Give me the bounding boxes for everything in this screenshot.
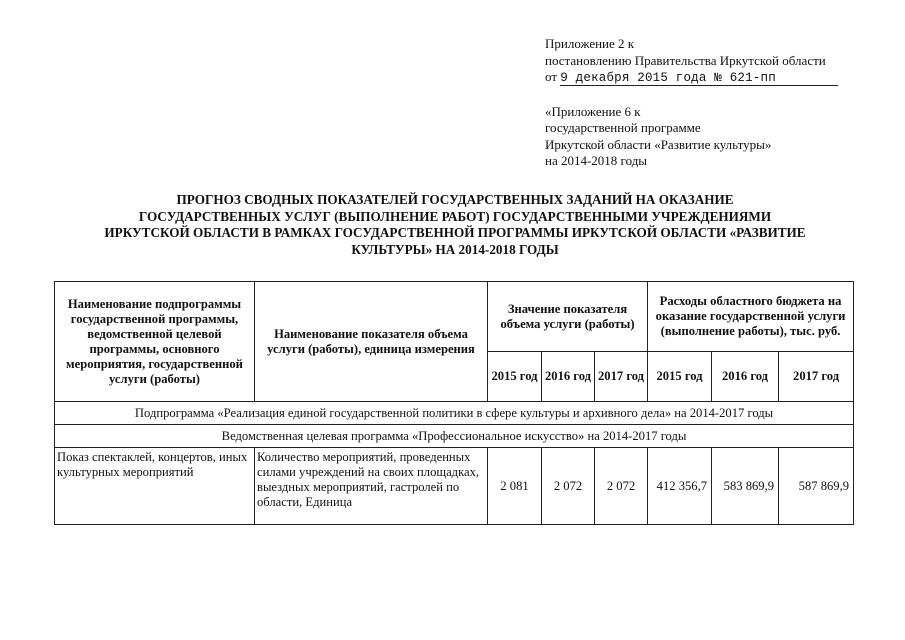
table-row <box>55 448 854 525</box>
header-values-group: Значение показателя объема услуги (работы) <box>488 282 648 352</box>
indicators-table <box>54 281 854 525</box>
appendix-line: «Приложение 6 к <box>545 103 641 119</box>
header-program: Наименование подпрограммы государственной программы, ведомственной целевой программы, основного мероприятия, государственной услуги (работы) <box>55 282 255 402</box>
cell-service: Показ спектаклей, концертов, иных культурных мероприятий <box>55 448 255 525</box>
section-subprogram: Подпрограмма «Реализация единой государственной политики в сфере культуры и архивного дела» на 2014-2017 годы <box>55 402 854 425</box>
appendix-line: государственной программе <box>545 120 701 135</box>
header-expense-2016: 2016 год <box>712 352 779 402</box>
appendix-date-value: 9 декабря 2015 года № 621-пп <box>560 71 838 86</box>
cell-expense-2016: 583 869,9 <box>712 448 779 525</box>
header-expense-2015: 2015 год <box>648 352 712 402</box>
cell-value-2016: 2 072 <box>542 448 595 525</box>
appendix-date-line <box>545 69 838 87</box>
appendix-header <box>545 36 838 170</box>
title-line: КУЛЬТУРЫ» НА 2014-2018 ГОДЫ <box>351 241 559 257</box>
header-value-2017: 2017 год <box>595 352 648 402</box>
header-value-2015: 2015 год <box>488 352 542 402</box>
section-vcp: Ведомственная целевая программа «Профессиональное искусство» на 2014-2017 годы <box>55 425 854 448</box>
header-expense-group: Расходы областного бюджета на оказание государственной услуги (выполнение работы), тыс. руб. <box>648 282 854 352</box>
cell-expense-2017: 587 869,9 <box>779 448 854 525</box>
appendix-date-prefix: от <box>545 69 558 84</box>
header-indicator: Наименование показателя объема услуги (работы), единица измерения <box>255 282 488 402</box>
header-row <box>55 282 854 352</box>
appendix-line: Приложение 2 к <box>545 36 635 51</box>
header-expense-2017: 2017 год <box>779 352 854 402</box>
appendix-line: Иркутской области «Развитие культуры» <box>545 136 772 152</box>
header-value-2016: 2016 год <box>542 352 595 402</box>
title-line: ГОСУДАРСТВЕННЫХ УСЛУГ (ВЫПОЛНЕНИЕ РАБОТ) ГОСУДАРСТВЕННЫМИ УЧРЕЖДЕНИЯМИ <box>138 208 772 224</box>
appendix-line: постановлению Правительства Иркутской области <box>545 52 826 68</box>
section-row-vcp <box>55 425 854 448</box>
section-row-subprogram <box>55 402 854 425</box>
cell-value-2015: 2 081 <box>488 448 542 525</box>
document-title <box>40 192 870 258</box>
appendix-line: на 2014-2018 годы <box>545 153 648 168</box>
cell-value-2017: 2 072 <box>595 448 648 525</box>
title-line: ИРКУТСКОЙ ОБЛАСТИ В РАМКАХ ГОСУДАРСТВЕННОЙ ПРОГРАММЫ ИРКУТСКОЙ ОБЛАСТИ «РАЗВИТИЕ <box>104 225 806 240</box>
cell-indicator: Количество мероприятий, проведенных силами учреждений на своих площадках, выездных мероприятий, гастролей по области, Единица <box>255 448 488 525</box>
title-line: ПРОГНОЗ СВОДНЫХ ПОКАЗАТЕЛЕЙ ГОСУДАРСТВЕННЫХ ЗАДАНИЙ НА ОКАЗАНИЕ <box>176 192 734 207</box>
cell-expense-2015: 412 356,7 <box>648 448 712 525</box>
